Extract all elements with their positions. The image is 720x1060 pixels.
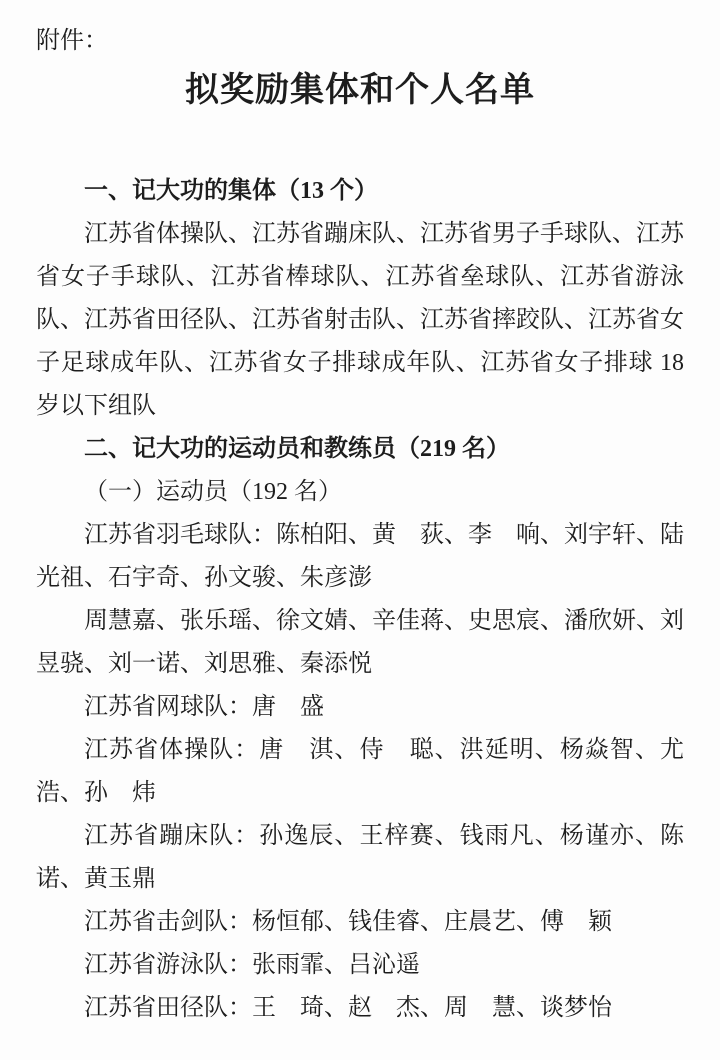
paragraph-gymnastics-team-roster: 江苏省体操队：唐 淇、侍 聪、洪延明、杨焱智、尤浩、孙 炜: [36, 737, 684, 806]
paragraph-collectives-list: 江苏省体操队、江苏省蹦床队、江苏省男子手球队、江苏省女子手球队、江苏省棒球队、江苏省垒球队、江苏省游泳队、江苏省田径队、江苏省射击队、江苏省摔跤队、江苏省女子足球成年队、江苏省女子排球成年队、江苏省女子排球 18 岁以下组队: [36, 221, 684, 419]
document-title: 拟奖励集体和个人名单: [185, 72, 535, 109]
paragraph-trampoline-team-roster: 江苏省蹦床队：孙逸辰、王梓赛、钱雨凡、杨谨亦、陈诺、黄玉鼎: [36, 823, 684, 892]
paragraph-athletics-team-roster: 江苏省田径队：王 琦、赵 杰、周 慧、谈梦怡: [84, 995, 612, 1021]
paragraph-swimming-team-roster: 江苏省游泳队：张雨霏、吕沁遥: [84, 952, 420, 978]
paragraph-fencing-team-roster: 江苏省击剑队：杨恒郁、钱佳睿、庄晨艺、傅 颖: [84, 909, 612, 935]
paragraph-badminton-team-roster-1: 江苏省羽毛球队：陈柏阳、黄 荻、李 响、刘宇轩、陆光祖、石宇奇、孙文骏、朱彦澎: [36, 522, 684, 591]
section-heading-athletes-coaches: 二、记大功的运动员和教练员（219 名）: [84, 436, 510, 462]
subsection-heading-athletes: （一）运动员（192 名）: [84, 479, 342, 505]
section-heading-collectives: 一、记大功的集体（13 个）: [84, 178, 378, 204]
paragraph-badminton-team-roster-2: 周慧嘉、张乐瑶、徐文婧、辛佳蒋、史思宸、潘欣妍、刘昱骁、刘一诺、刘思雅、秦添悦: [36, 608, 684, 677]
paragraph-tennis-team-roster: 江苏省网球队：唐 盛: [84, 694, 324, 720]
attachment-label: 附件：: [36, 28, 108, 54]
